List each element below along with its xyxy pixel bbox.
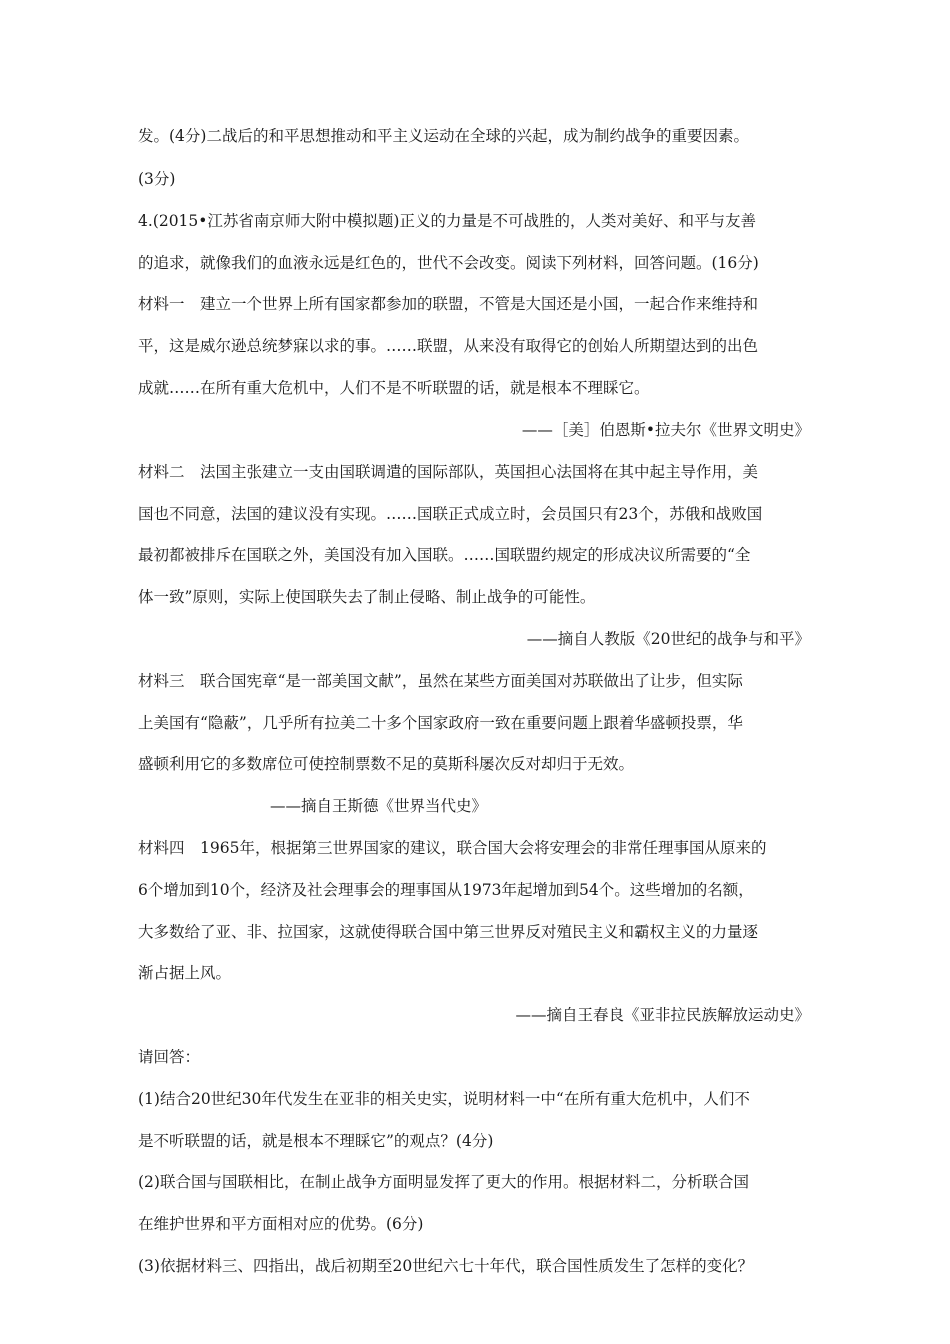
text-line: 是不听联盟的话，就是根本不理睬它”的观点？(4分) [138, 1132, 494, 1150]
text-line: 发。(4分)二战后的和平思想推动和平主义运动在全球的兴起，成为制约战争的重要因素。 [138, 127, 749, 145]
text-line: (3分) [138, 170, 176, 188]
text-line: 渐占据上风。 [138, 964, 232, 982]
text-line: 在维护世界和平方面相对应的优势。(6分) [138, 1215, 424, 1233]
text-line: 国也不同意，法国的建议没有实现。……国联正式成立时，会员国只有23个，苏俄和战败国 [138, 505, 763, 523]
source-citation: ——摘自人教版《20世纪的战争与和平》 [526, 630, 810, 648]
text-line: 盛顿利用它的多数席位可使控制票数不足的莫斯科屡次反对却归于无效。 [138, 755, 635, 773]
text-line: 成就……在所有重大危机中，人们不是不听联盟的话，就是根本不理睬它。 [138, 379, 650, 397]
material-3: 材料三 联合国宪章“是一部美国文献”，虽然在某些方面美国对苏联做出了让步，但实际 [138, 672, 743, 690]
sub-question-2: (2)联合国与国联相比，在制止战争方面明显发挥了更大的作用。根据材料二，分析联合国 [138, 1173, 749, 1191]
sub-question-1: (1)结合20世纪30年代发生在亚非的相关史实，说明材料一中“在所有重大危机中，人们不 [138, 1090, 750, 1108]
text-line: 体一致”原则，实际上使国联失去了制止侵略、制止战争的可能性。 [138, 588, 596, 606]
text-line: 6个增加到10个，经济及社会理事会的理事国从1973年起增加到54个。这些增加的名额， [138, 881, 754, 899]
prompt-label: 请回答： [138, 1048, 201, 1066]
material-4: 材料四 1965年，根据第三世界国家的建议，联合国大会将安理会的非常任理事国从原来的 [138, 839, 767, 857]
source-citation: ——摘自王斯德《世界当代史》 [270, 797, 488, 815]
question-4-stem: 4.(2015•江苏省南京师大附中模拟题)正义的力量是不可战胜的，人类对美好、和平与友善 [138, 212, 756, 230]
source-citation: ——［美］伯恩斯•拉夫尔《世界文明史》 [521, 421, 810, 439]
text-line: 的追求，就像我们的血液永远是红色的，世代不会改变。阅读下列材料，回答问题。(16分) [138, 254, 759, 272]
text-line: 平，这是威尔逊总统梦寐以求的事。……联盟，从来没有取得它的创始人所期望达到的出色 [138, 337, 759, 355]
text-line: 上美国有“隐蔽”，几乎所有拉美二十多个国家政府一致在重要问题上跟着华盛顿投票，华 [138, 714, 743, 732]
material-1: 材料一 建立一个世界上所有国家都参加的联盟，不管是大国还是小国，一起合作来维持和 [138, 295, 759, 313]
text-line: 最初都被排斥在国联之外，美国没有加入国联。……国联盟约规定的形成决议所需要的“全 [138, 546, 751, 564]
material-2: 材料二 法国主张建立一支由国联调遣的国际部队，英国担心法国将在其中起主导作用，美 [138, 463, 759, 481]
source-citation: ——摘自王春良《亚非拉民族解放运动史》 [515, 1006, 810, 1024]
sub-question-3: (3)依据材料三、四指出，战后初期至20世纪六七十年代，联合国性质发生了怎样的变化？ [138, 1257, 754, 1275]
text-line: 大多数给了亚、非、拉国家，这就使得联合国中第三世界反对殖民主义和霸权主义的力量逐 [138, 923, 759, 941]
